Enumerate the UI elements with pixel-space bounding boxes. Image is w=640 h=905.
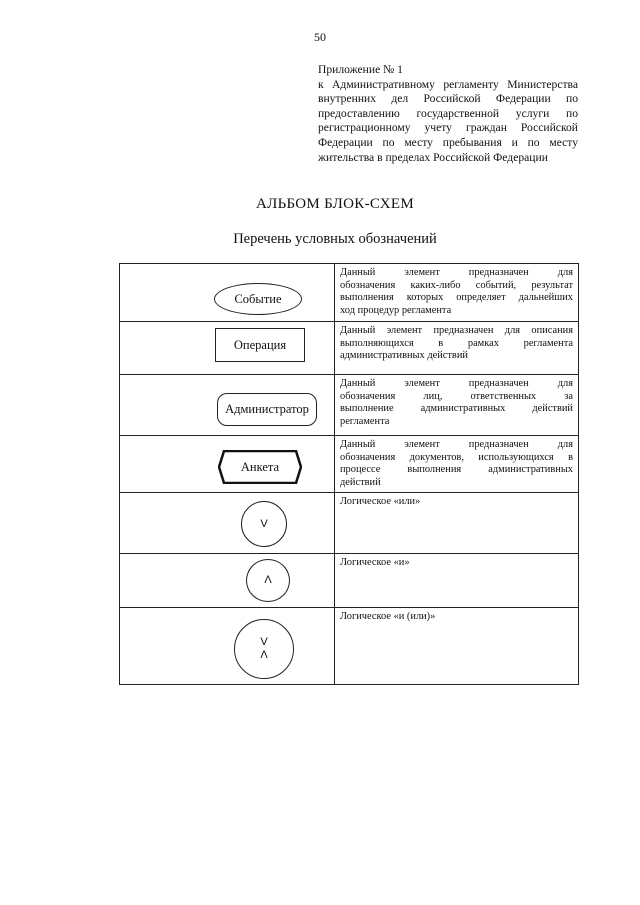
appendix-line: регистрационному учету граждан Российской [318, 121, 578, 135]
and-symbol-label: Λ [264, 574, 272, 586]
legend-title: Перечень условных обозначений [233, 231, 437, 247]
legend-row-form [120, 436, 579, 493]
symbol-cell [120, 436, 335, 493]
description-line: Логическое «и (или)» [340, 611, 436, 622]
administrator-symbol-label: Администратор [225, 402, 309, 416]
or-symbol-label: V [260, 517, 268, 530]
symbol-cell [120, 493, 335, 554]
description-cell [335, 264, 579, 322]
description-line: Данный элемент предназначен для описания [340, 325, 573, 336]
symbol-cell [120, 375, 335, 436]
description-line: ход процедур регламента [340, 304, 452, 316]
operation-rectangle-symbol [215, 328, 305, 362]
symbol-cell [120, 322, 335, 375]
description-line: Данный элемент предназначен для [340, 267, 573, 278]
appendix-line: к Административному регламенту Министерства [318, 77, 578, 91]
legend-table [119, 263, 579, 685]
description-line: выполнения которых определяет дальнейших [340, 292, 573, 304]
description-line: Данный элемент предназначен для [340, 439, 573, 450]
operation-symbol-label: Операция [233, 337, 287, 352]
symbol-cell [120, 264, 335, 322]
event-ellipse-symbol [214, 283, 302, 315]
description-line: действий [340, 476, 381, 488]
legend-row-logical-or [120, 493, 579, 554]
symbol-cell [120, 554, 335, 608]
description-line: процессе выполнения административных [340, 464, 573, 476]
description-cell [335, 554, 579, 608]
description-line: административных действий [340, 350, 468, 362]
appendix-line: Федерации по месту пребывания и по месту [318, 135, 578, 149]
page-number: 50 [314, 30, 326, 44]
administrator-rounded-symbol [217, 393, 317, 426]
description-line: Логическое «и» [340, 557, 410, 568]
legend-row-event [120, 264, 579, 322]
description-line: выполняющихся в рамках регламента [340, 337, 573, 349]
and-symbol-label: Λ [260, 649, 268, 661]
appendix-line: предоставлению государственной услуги по [318, 106, 578, 120]
description-cell [335, 375, 579, 436]
description-cell [335, 493, 579, 554]
form-hexagon-symbol [218, 450, 302, 484]
description-line: выполнение административных действий [340, 403, 573, 415]
form-symbol-label: Анкета [240, 459, 280, 474]
description-cell [335, 322, 579, 375]
event-symbol-label: Событие [234, 291, 282, 306]
legend-row-administrator [120, 375, 579, 436]
description-line: обозначения документов, использующихся в [340, 451, 573, 463]
logical-or-circle-symbol [241, 501, 287, 547]
description-line: Логическое «или» [340, 496, 421, 507]
description-line: регламента [340, 415, 390, 427]
logical-and-circle-symbol [246, 559, 290, 602]
appendix-line: внутренних дел Российской Федерации по [318, 92, 578, 106]
description-line: Данный элемент предназначен для [340, 378, 573, 389]
appendix-note [318, 63, 578, 165]
or-symbol-label: V [260, 636, 268, 648]
legend-row-operation [120, 322, 579, 375]
symbol-cell [120, 608, 335, 685]
description-cell [335, 608, 579, 685]
appendix-line: жительства в пределах Российской Федерации [318, 150, 548, 164]
legend-row-logical-and-or [120, 608, 579, 685]
description-cell [335, 436, 579, 493]
description-line: обозначения каких-либо событий, результат [340, 279, 573, 291]
legend-row-logical-and [120, 554, 579, 608]
logical-and-or-circle-symbol [234, 619, 294, 679]
album-title: АЛЬБОМ БЛОК-СХЕМ [255, 196, 415, 212]
appendix-line: Приложение № 1 [318, 63, 403, 76]
description-line: обозначения лиц, ответственных за [340, 390, 573, 402]
